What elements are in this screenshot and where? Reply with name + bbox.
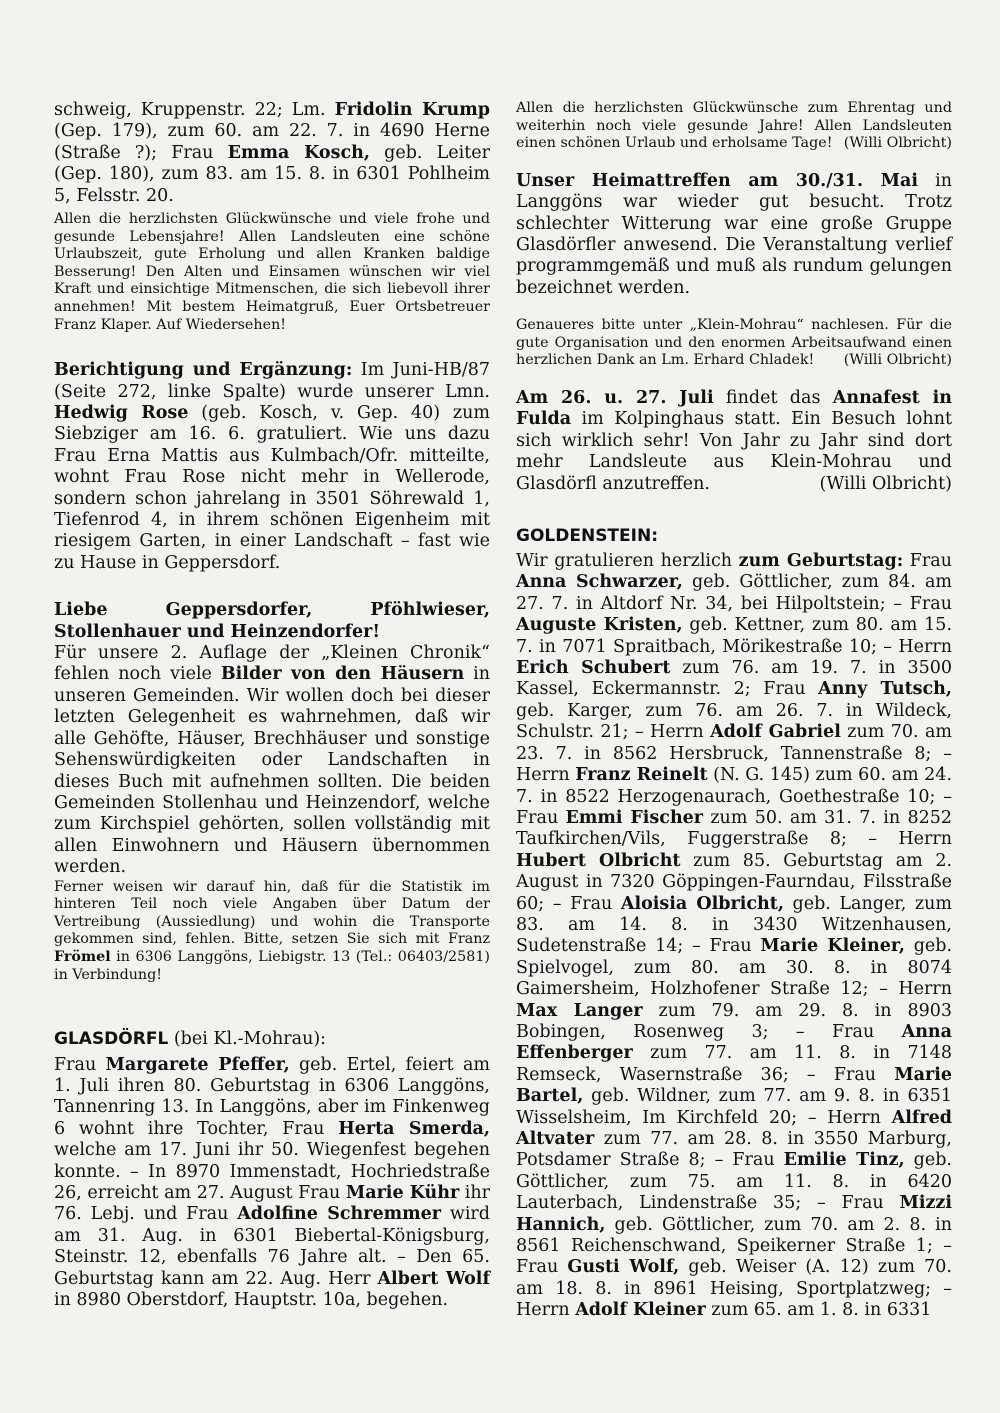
bold-name: Anna Effenberger bbox=[516, 1021, 952, 1064]
bold-name: Marie Kleiner, bbox=[760, 936, 905, 957]
text-run: in unseren Gemeinden. Wir wollen doch bei dieser letzten Gelegenheit es wahrnehmen, daß wir alle Gehöfte, Häuser, Brechhäuser und sonstige Sehenswürdigkeiten oder Landschaften in dieses Buch mit aufnehmen sollten. Die beiden Gemeinden Stollenhau und Heinzendorf, welche zum Kirchspiel gehörten, sollen vollständig mit allen Einwohnern und Häusern übernommen werden. bbox=[54, 664, 490, 878]
text-run: schweig, Kruppenstr. 22; Lm. bbox=[54, 100, 335, 120]
goldenstein-heading: GOLDENSTEIN: bbox=[516, 526, 658, 547]
text-run: in 8980 Oberstdorf, Hauptstr. 10a, begehen. bbox=[54, 1289, 449, 1310]
text-run: zum 85. Geburtstag am 2. August in 7320 Göppingen-Faurndau, Filsstraße 60; – Frau bbox=[516, 850, 953, 914]
appeal-heading: Liebe Geppersdorfer, Pföhlwieser, Stollenhauer und Heinzendorfer! bbox=[54, 600, 490, 642]
bold-name: Margarete Pfeffer, bbox=[105, 1054, 290, 1075]
text-run: Genaueres bitte unter „Klein-Mohrau“ nachlesen. Für die gute Organisation und den enormen Arbeitsaufwand einen herzlichen Dank an Lm. Erhard Chladek! bbox=[516, 317, 952, 369]
text-run: ihr 76. Lebj. und Frau bbox=[54, 1182, 490, 1225]
organisation-thanks bbox=[516, 317, 952, 370]
text-run: zum 76. am 19. 7. in 3500 Kassel, Eckermannstr. 2; Frau bbox=[516, 658, 952, 700]
bold-name: Fridolin Krump bbox=[334, 100, 490, 120]
bold-name: Herta Smerda, bbox=[338, 1118, 490, 1139]
text-run: Frau bbox=[903, 551, 952, 572]
bold-name: Emma Kosch, bbox=[227, 142, 370, 163]
text-run: (Gep. 179), zum 60. am 22. 7. in 4690 Herne (Straße ?); Frau bbox=[54, 121, 490, 163]
signature: (Willi Olbricht) bbox=[843, 135, 952, 152]
text-run: geb. Langer, zum 83. am 14. 8. in 3430 Witzenhausen, Sudetenstraße 14; – Frau bbox=[516, 893, 952, 957]
glasdoerfl-birthdays bbox=[54, 1055, 490, 1312]
text-run: geb. Ertel, feiert am 1. Juli ihren 80. Geburtstag in 6306 Langgöns, Tannenring 13. In Langgöns, aber im Finkenweg 6 wohnt ihre Tochter, Frau bbox=[54, 1054, 490, 1139]
text-run: zum 50. am 31. 7. in 8252 Taufkirchen/Vils, Fuggerstraße 8; – Herrn bbox=[516, 807, 952, 850]
bold-name: Annafest in Fulda bbox=[516, 388, 952, 430]
bold-name: Am 26. u. 27. Juli bbox=[516, 388, 714, 408]
glasdoerfl-heading bbox=[54, 1028, 490, 1050]
text-run: zum 65. am 1. 8. in 6331 bbox=[705, 1300, 932, 1321]
text-run: Im Juni-HB/87 (Seite 272, linke Spalte) wurde unserer Lmn. bbox=[54, 360, 490, 402]
text-run: Ferner weisen wir darauf hin, daß für die Statistik im hinteren Teil noch viele Angaben über Datum der Vertreibung (Aussiedlung) und wohin die Transporte gekommen sind, fehlen. Bitte, setzen Sie sich mit Franz bbox=[54, 878, 490, 948]
text-run: (geb. Kosch, v. Gep. 40) zum Siebziger am 16. 6. gratuliert. Wie uns dazu Frau Erna Mattis aus Kulmbach/Ofr. mitteilte, wohnt Frau Rose nicht mehr in Wellerode, sondern schon jahrelang in 3501 Söhrewald 1, Tiefenrod 4, in ihrem schönen Eigenheim mit riesigem Garten, in einer Landschaft – fast wie zu Hause in Geppersdorf. bbox=[54, 403, 490, 573]
right-column bbox=[516, 100, 952, 1322]
text-run: Wir gratulieren herzlich bbox=[516, 551, 739, 572]
glasdoerfl-greetings bbox=[516, 100, 952, 153]
correction-notice bbox=[54, 360, 490, 574]
bold-name: zum Geburtstag: bbox=[738, 551, 904, 572]
bold-name: Adolf Kleiner bbox=[575, 1300, 706, 1321]
bold-name: Hubert Olbricht bbox=[516, 850, 681, 871]
bold-name: Franz Reinelt bbox=[575, 765, 708, 786]
text-run: zum 77. am 28. 8. in 3550 Marburg, Potsdamer Straße 8; – Frau bbox=[516, 1129, 952, 1171]
bold-name: Marie Bartel, bbox=[516, 1064, 952, 1107]
bold-name: Unser Heimattreffen am 30./31. Mai bbox=[516, 170, 919, 191]
bold-name: Gusti Wolf, bbox=[567, 1257, 680, 1278]
text-run: geb. Wildner, zum 77. am 9. 8. in 6351 Wisselsheim, Im Kirchfeld 20; – Herrn bbox=[516, 1086, 952, 1128]
statistics-appeal bbox=[54, 879, 490, 985]
heimattreffen-report bbox=[516, 171, 952, 299]
bold-name: Mizzi Hannich, bbox=[516, 1193, 952, 1235]
bold-name: Alfred Altvater bbox=[516, 1107, 952, 1149]
bold-name: Albert Wolf bbox=[377, 1268, 490, 1289]
text-run: zum 70. am 23. 7. in 8562 Hersbruck, Tannenstraße 8; – Herrn bbox=[516, 722, 952, 786]
text-run: geb. Karger, zum 76. am 26. 7. in Wildeck, Schulstr. 21; – Herrn bbox=[516, 700, 952, 743]
text-run: zum 79. am 29. 8. in 8903 Bobingen, Rosenweg 3; – Frau bbox=[516, 1000, 952, 1042]
text-run: in Langgöns war wieder gut besucht. Trotz schlechter Witterung war eine große Gruppe Glasdörfler anwesend. Die Veranstaltung verlief programmgemäß und muß als rundum gelungen bezeichnet werden. bbox=[516, 170, 952, 298]
text-run: Allen die herzlichsten Glückwünsche zum Ehrentag und weiterhin noch viele gesunde Jahre! Allen Landsleuten einen schönen Urlaub und erholsame Tage! bbox=[516, 100, 952, 152]
annafest-notice bbox=[516, 388, 952, 495]
text-run: im Kolpinghaus statt. Ein Besuch lohnt sich wirklich sehr! Von Jahr zu Jahr sind dort mehr Landsleute aus Klein-Mohrau und Glasdörfl anzutreffen. bbox=[516, 409, 952, 494]
bold-name: Emmi Fischer bbox=[565, 807, 704, 828]
glasdoerfl-heading-rest: (bei Kl.-Mohrau): bbox=[168, 1029, 327, 1050]
text-run: geb. Leiter (Gep. 180), zum 83. am 15. 8. in 6301 Pohlheim 5, Felsstr. 20. bbox=[54, 142, 490, 206]
text-run: wird am 31. Aug. in 6301 Biebertal-Königsburg, Steinstr. 12, ebenfalls 76 Jahre alt. – Den 65. Geburtstag kann am 22. Aug. Herr bbox=[54, 1204, 490, 1289]
signature: (Willi Olbricht) bbox=[843, 352, 952, 369]
bold-name: Anny Tutsch, bbox=[818, 679, 952, 700]
bold-name: Erich Schubert bbox=[516, 658, 671, 679]
goldenstein-birthdays bbox=[516, 551, 952, 1322]
text-run: geb. Weiser (A. 12) zum 70. am 18. 8. in 8961 Heising, Sportplatzweg; – Herrn bbox=[516, 1257, 952, 1321]
text-run: (N. G. 145) zum 60. am 24. 7. in 8522 Herzogenaurach, Goethestraße 10; – Frau bbox=[516, 765, 953, 828]
bold-name: Max Langer bbox=[516, 1000, 643, 1021]
left-column bbox=[54, 100, 490, 1311]
text-run: findet das bbox=[713, 388, 833, 408]
geppersdorf-greetings bbox=[54, 211, 490, 334]
bold-name: Aloisia Olbricht, bbox=[620, 893, 784, 914]
bold-name: Berichtigung und Ergänzung: bbox=[54, 360, 353, 381]
text-run: welche am 17. Juni ihr 50. Wiegenfest begehen konnte. – In 8970 Immenstadt, Hochriedstraße 26, erreicht am 27. August Frau bbox=[54, 1140, 490, 1203]
text-run: Allen die herzlichsten Glückwünsche und viele frohe und gesunde Lebensjahre! Allen Landsleuten eine schöne Urlaubszeit, gute Erholung und allen Kranken baldige Besserung! Den Alten und Einsamen wünschen wir viel Kraft und einsichtige Mitmenschen, die sich liebevoll ihrer annehmen! Mit bestem Heimatgruß, Euer Ortsbetreuer Franz Klaper. Auf Wiedersehen! bbox=[54, 211, 490, 333]
text-run: geb. Göttlicher, zum 84. am 27. 7. in Altdorf Nr. 34, bei Hilpoltstein; – Frau bbox=[516, 572, 952, 614]
signature: (Willi Olbricht) bbox=[819, 473, 952, 494]
geppersdorf-birthdays-continued bbox=[54, 100, 490, 207]
bold-name: Hedwig Rose bbox=[54, 403, 189, 423]
bold-name: Anna Schwarzer, bbox=[516, 572, 683, 593]
text-run: geb. Göttlicher, zum 70. am 2. 8. in 8561 Reichenschwand, Speikerner Straße 1; – Frau bbox=[516, 1214, 952, 1278]
text-run: in 6306 Langgöns, Liebigstr. 13 (Tel.: 06403/2581) in Verbindung! bbox=[54, 948, 490, 983]
glasdoerfl-heading-bold: GLASDÖRFL bbox=[54, 1029, 169, 1050]
bold-name: Bilder von den Häusern bbox=[220, 664, 465, 685]
text-run: geb. Spielvogel, zum 80. am 30. 8. in 8074 Gaimersheim, Holzhofener Straße 12; – Herrn bbox=[516, 936, 953, 1000]
chronicle-appeal bbox=[54, 643, 490, 878]
bold-name: Marie Kühr bbox=[345, 1182, 460, 1203]
text-run: geb. Kettner, zum 80. am 15. 7. in 7071 Spraitbach, Mörikestraße 10; – Herrn bbox=[516, 615, 953, 657]
text-run: Für unsere 2. Auflage der „Kleinen Chronik“ fehlen noch viele bbox=[54, 643, 490, 685]
text-run: zum 77. am 11. 8. in 7148 Remseck, Wasernstraße 36; – Frau bbox=[516, 1043, 952, 1085]
bold-name: Adolf Gabriel bbox=[710, 722, 841, 743]
bold-name: Auguste Kristen, bbox=[516, 615, 683, 636]
bold-name: Emilie Tinz, bbox=[783, 1150, 905, 1171]
text-run: geb. Göttlicher, zum 75. am 11. 8. in 6420 Lauterbach, Lindenstraße 35; – Frau bbox=[516, 1150, 952, 1214]
text-run: Frau bbox=[54, 1054, 106, 1075]
bold-name: Adolfine Schremmer bbox=[237, 1204, 442, 1225]
bold-name: Frömel bbox=[54, 948, 111, 965]
